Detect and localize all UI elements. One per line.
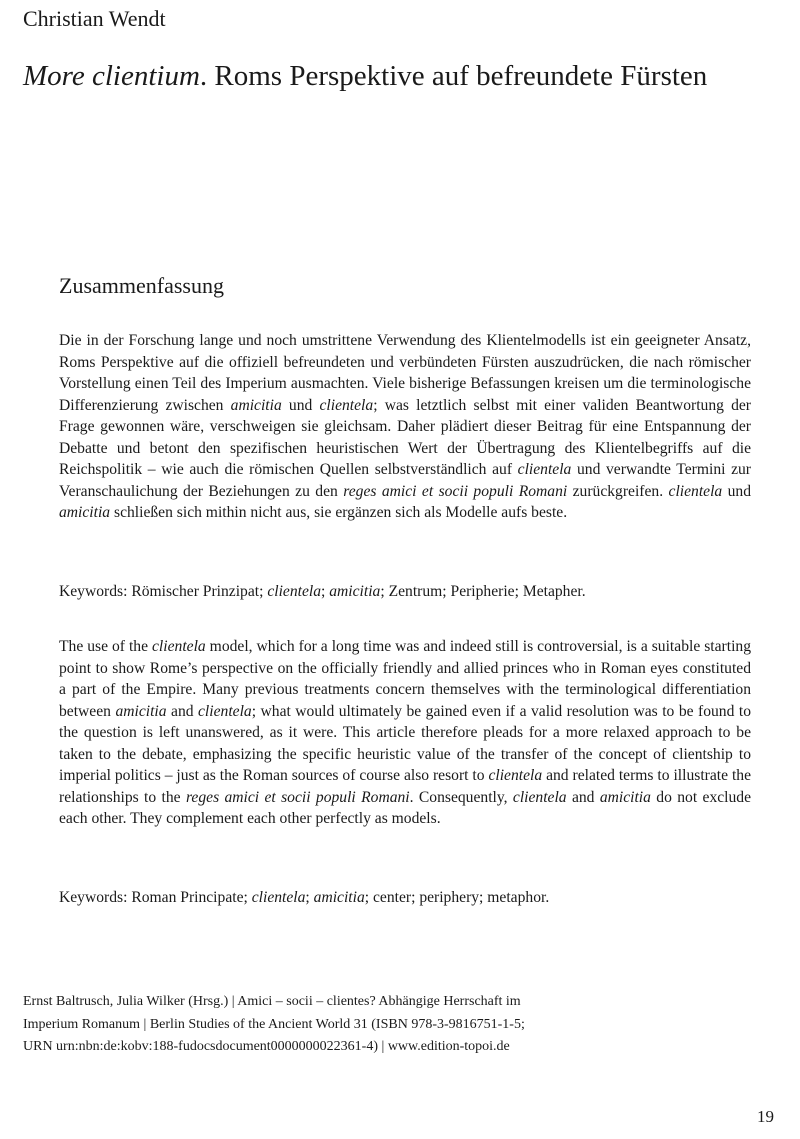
text-run: Keywords: Römischer Prinzipat; (59, 583, 268, 600)
text-run: The use of the (59, 638, 153, 655)
text-run: ; Zentrum; Peripherie; Metapher. (380, 583, 586, 600)
italic-term: clientela (152, 638, 206, 655)
italic-term: reges amici et socii populi Romani (343, 482, 568, 500)
italic-term: clientela (251, 889, 306, 906)
italic-term: clientela (267, 583, 322, 600)
abstract-german (59, 330, 751, 524)
text-run: ; (321, 583, 330, 600)
section-heading: Zusammenfassung (59, 273, 224, 298)
text-run: und verwandte Termini zur Veranschaulichung der Beziehungen zu den (59, 461, 751, 500)
italic-term: clientela (319, 396, 374, 414)
italic-term: amicitia (59, 504, 111, 521)
text-run: Keywords: Roman Principate; (59, 889, 252, 906)
keywords-german (59, 581, 751, 603)
italic-term: clientela (517, 461, 572, 478)
text-run: do not exclude each other. They complement each other perfectly as models. (59, 788, 752, 827)
text-run: and related terms to illustrate the relationships to the (59, 767, 752, 806)
italic-term: amicitia (599, 788, 651, 806)
text-run: ; (305, 889, 314, 906)
page-number: 19 (757, 1107, 774, 1126)
italic-term: clientela (198, 702, 252, 720)
footer-line: URN urn:nbn:de:kobv:188-fudocsdocument0000000022361-4) | www.edition-topoi.de (23, 1039, 510, 1054)
footer-line: Ernst Baltrusch, Julia Wilker (Hrsg.) | Amici – socii – clientes? Abhängige Herrschaft im (23, 994, 521, 1009)
text-run: and (566, 788, 600, 806)
italic-term: amicitia (329, 583, 381, 600)
italic-term: clientela (512, 788, 567, 806)
italic-term: amicitia (115, 702, 167, 720)
text-run: zurückgreifen. (567, 482, 669, 500)
italic-term: clientela (668, 482, 723, 500)
italic-term: amicitia (313, 889, 365, 906)
title-italic: More clientium (23, 60, 200, 92)
footer-citation (23, 991, 583, 1059)
text-run: ; was letztlich selbst mit einer validen Beantwortung der Frage gewonnen wäre, verschweigen sie gleichsam. Daher plädiert dieser Beitrag für eine Entspannung der Debatte und betont den spezifischen heuristischen Wert der Übertragung des Klientelbegriffs auf die Reichspolitik – wie auch die römischen Quellen selbstverständlich auf (59, 396, 751, 478)
italic-term: amicitia (230, 396, 282, 414)
footer-line: Imperium Romanum | Berlin Studies of the Ancient World 31 (ISBN 978-3-9816751-1-5; (23, 1016, 525, 1032)
text-run: Die in der Forschung lange und noch umstrittene Verwendung des Klientelmodells ist ein geeigneter Ansatz, Roms Perspektive auf die offiziell befreundeten und verbündeten Fürsten auszudrücken, die nach römischer Vorstellung einen Teil des Imperium ausmachten. Viele bisherige Befassungen kreisen um die terminologische Differenzierung zwischen (59, 332, 751, 414)
italic-term: reges amici et socii populi Romani (185, 788, 410, 806)
text-run: schließen sich mithin nicht aus, sie ergänzen sich als Modelle aufs beste. (110, 504, 568, 521)
text-run: und (281, 396, 320, 414)
title-rest: . Roms Perspektive auf befreundete Fürsten (199, 60, 708, 92)
author-name: Christian Wendt (23, 6, 166, 31)
text-run: ; center; periphery; metaphor. (364, 889, 550, 906)
text-run: und (722, 482, 752, 500)
article-title (23, 57, 763, 95)
keywords-english (59, 887, 751, 909)
abstract-english (59, 636, 751, 830)
text-run: model, which for a long time was and indeed still is controversial, is a suitable starting point to show Rome’s perspective on the officially friendly and allied princes who in Roman eyes constituted a part of the Empire. Many previous treatments concern themselves with the terminological differentiation between (59, 638, 751, 720)
text-run: and (166, 702, 199, 720)
text-run: . Consequently, (409, 788, 513, 806)
text-run: ; what would ultimately be gained even if a valid resolution was to be found to the question is left unanswered, as it were. This article therefore pleads for a more relaxed approach to be taken to the debate, emphasizing the specific heuristic value of the transfer of the concept of clientship to imperial politics – just as the Roman sources of course also resort to (59, 702, 752, 784)
italic-term: clientela (488, 767, 543, 784)
